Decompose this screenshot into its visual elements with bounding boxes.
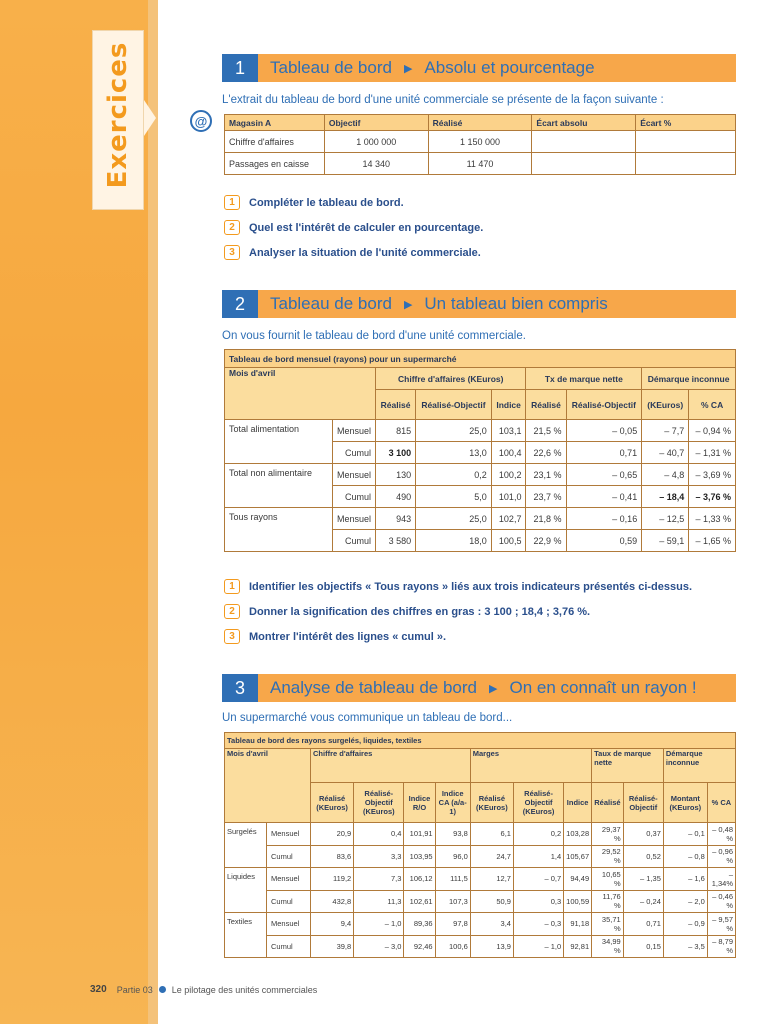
cell: [636, 153, 736, 175]
arrow-icon: ▶: [403, 62, 413, 75]
row-kind: Mensuel: [333, 508, 376, 530]
cell: 1 150 000: [428, 131, 532, 153]
col-header: Mois d'avril: [225, 368, 376, 420]
question-text: Donner la signification des chiffres en gras : 3 100 ; 18,4 ; 3,76 %.: [249, 605, 591, 618]
row-kind: Cumul: [267, 845, 311, 868]
cell: 24,7: [470, 845, 513, 868]
table-title-row: [225, 350, 736, 368]
cell: 1 000 000: [324, 131, 428, 153]
col-subheader: Réalisé-Objectif (KEuros): [513, 783, 563, 823]
cell: 101,0: [491, 486, 526, 508]
col-subheader: % CA: [689, 390, 736, 420]
cell: – 0,9: [663, 913, 707, 936]
cell: Chiffre d'affaires: [225, 131, 325, 153]
cell: 11 470: [428, 153, 532, 175]
cell: 93,8: [435, 823, 470, 846]
section-3-header: [222, 674, 736, 702]
arrow-icon: ▶: [489, 682, 498, 695]
col-header: Magasin A: [225, 115, 325, 131]
col-header: Démarque inconnue: [642, 368, 736, 390]
section-2-intro: On vous fournit le tableau de bord d'une unité commerciale.: [222, 330, 526, 342]
question-number: 2: [224, 220, 240, 235]
cell: 7,3: [354, 868, 404, 891]
table-2: [224, 349, 736, 552]
cell: 102,61: [404, 890, 435, 913]
question-number: 2: [224, 604, 240, 619]
section-subtitle: On en connaît un rayon !: [509, 678, 697, 697]
row-group: Total alimentation: [225, 420, 333, 464]
cell: – 0,24: [623, 890, 663, 913]
cell: – 3,5: [663, 935, 707, 958]
cell: – 0,1: [663, 823, 707, 846]
cell: 0,71: [623, 913, 663, 936]
cell: 12,7: [470, 868, 513, 891]
cell: [532, 131, 636, 153]
cell: 105,67: [564, 845, 592, 868]
cell: 103,95: [404, 845, 435, 868]
question-text: Montrer l'intérêt des lignes « cumul ».: [249, 630, 446, 643]
cell: 39,8: [311, 935, 354, 958]
cell: 1,4: [513, 845, 563, 868]
cell: – 0,46 %: [707, 890, 735, 913]
cell: – 1,33 %: [689, 508, 736, 530]
table-header-row: [225, 368, 736, 390]
cell: – 0,05: [566, 420, 642, 442]
question-text: Analyser la situation de l'unité commerciale.: [249, 246, 481, 259]
col-subheader: Réalisé: [376, 390, 416, 420]
col-subheader: Montant (KEuros): [663, 783, 707, 823]
col-subheader: Réalisé (KEuros): [311, 783, 354, 823]
footer-chapter: Le pilotage des unités commerciales: [171, 984, 318, 995]
cell: – 1,0: [354, 913, 404, 936]
page-footer: [90, 984, 317, 995]
cell: – 2,0: [663, 890, 707, 913]
table-header-row: [225, 749, 736, 783]
cell: 21,5 %: [526, 420, 566, 442]
col-subheader: Indice CA (a/a-1): [435, 783, 470, 823]
side-label: Exercices: [103, 41, 133, 189]
cell: – 1,34%: [707, 868, 735, 891]
side-tab-arrow: [144, 100, 156, 136]
col-header: Marges: [470, 749, 591, 783]
cell: 106,12: [404, 868, 435, 891]
cell: 0,52: [623, 845, 663, 868]
cell: 18,0: [416, 530, 492, 552]
cell: 432,8: [311, 890, 354, 913]
table-row: [225, 508, 736, 530]
row-kind: Mensuel: [267, 823, 311, 846]
section-title: Tableau de bord: [270, 58, 392, 77]
row-kind: Mensuel: [267, 913, 311, 936]
cell: 100,5: [491, 530, 526, 552]
table-header-row: [225, 115, 736, 131]
cell: 130: [376, 464, 416, 486]
cell: 20,9: [311, 823, 354, 846]
cell: 103,28: [564, 823, 592, 846]
row-kind: Mensuel: [333, 464, 376, 486]
cell: 10,65 %: [592, 868, 624, 891]
cell: 103,1: [491, 420, 526, 442]
cell: 96,0: [435, 845, 470, 868]
col-subheader: Indice: [491, 390, 526, 420]
row-kind: Cumul: [267, 890, 311, 913]
cell: 3 580: [376, 530, 416, 552]
cell: 102,7: [491, 508, 526, 530]
cell: 21,8 %: [526, 508, 566, 530]
cell: 0,59: [566, 530, 642, 552]
row-group: Surgelés: [225, 823, 267, 868]
table-row: [225, 935, 736, 958]
cell: 83,6: [311, 845, 354, 868]
col-header: Chiffre d'affaires: [311, 749, 471, 783]
cell: 100,6: [435, 935, 470, 958]
cell: 91,18: [564, 913, 592, 936]
col-header: Chiffre d'affaires (KEuros): [376, 368, 526, 390]
section-2-header: [222, 290, 736, 318]
table-row: [225, 131, 736, 153]
section-number: 2: [222, 290, 258, 318]
col-subheader: (KEuros): [642, 390, 689, 420]
row-group: Textiles: [225, 913, 267, 958]
question-number: 1: [224, 579, 240, 594]
cell: 89,36: [404, 913, 435, 936]
cell: 13,9: [470, 935, 513, 958]
cell: 0,2: [513, 823, 563, 846]
cell: [636, 131, 736, 153]
question: [224, 220, 483, 235]
cell: 14 340: [324, 153, 428, 175]
cell: – 1,65 %: [689, 530, 736, 552]
cell: 23,1 %: [526, 464, 566, 486]
footer-part: Partie 03: [116, 984, 153, 995]
col-subheader: Réalisé-Objectif: [416, 390, 492, 420]
cell: 0,2: [416, 464, 492, 486]
section-title: Analyse de tableau de bord: [270, 678, 477, 697]
cell: 0,3: [513, 890, 563, 913]
cell: – 0,8: [663, 845, 707, 868]
cell: – 1,0: [513, 935, 563, 958]
cell: – 7,7: [642, 420, 689, 442]
col-header: Écart absolu: [532, 115, 636, 131]
col-header: Démarque inconnue: [663, 749, 735, 783]
cell: – 0,65: [566, 464, 642, 486]
cell: 29,37 %: [592, 823, 624, 846]
cell: – 3,0: [354, 935, 404, 958]
col-header: Tx de marque nette: [526, 368, 642, 390]
table-title-row: [225, 733, 736, 749]
cell: 815: [376, 420, 416, 442]
cell: – 0,3: [513, 913, 563, 936]
cell: 943: [376, 508, 416, 530]
row-kind: Cumul: [333, 486, 376, 508]
cell: 490: [376, 486, 416, 508]
cell: – 59,1: [642, 530, 689, 552]
section-number: 3: [222, 674, 258, 702]
table-row: [225, 464, 736, 486]
cell: – 4,8: [642, 464, 689, 486]
cell: – 0,7: [513, 868, 563, 891]
question-number: 3: [224, 245, 240, 260]
cell: – 3,69 %: [689, 464, 736, 486]
question-number: 3: [224, 629, 240, 644]
row-kind: Mensuel: [267, 868, 311, 891]
cell: 119,2: [311, 868, 354, 891]
question-number: 1: [224, 195, 240, 210]
cell: 101,91: [404, 823, 435, 846]
col-subheader: Indice R/O: [404, 783, 435, 823]
section-title: Tableau de bord: [270, 294, 392, 313]
question: [224, 579, 692, 594]
at-icon: @: [190, 110, 212, 132]
table-1: [224, 114, 736, 175]
side-strip-edge: [148, 0, 158, 1024]
cell: 35,71 %: [592, 913, 624, 936]
cell: – 1,31 %: [689, 442, 736, 464]
cell: – 18,4: [642, 486, 689, 508]
section-subtitle: Un tableau bien compris: [424, 294, 608, 313]
row-kind: Mensuel: [333, 420, 376, 442]
table-row: [225, 420, 736, 442]
cell: – 12,5: [642, 508, 689, 530]
cell: 11,76 %: [592, 890, 624, 913]
cell: 25,0: [416, 508, 492, 530]
col-subheader: Réalisé: [526, 390, 566, 420]
table-title: Tableau de bord des rayons surgelés, liquides, textiles: [225, 733, 736, 749]
cell: – 0,94 %: [689, 420, 736, 442]
cell: – 0,16: [566, 508, 642, 530]
table-row: [225, 868, 736, 891]
col-header: Objectif: [324, 115, 428, 131]
cell: 25,0: [416, 420, 492, 442]
cell: [532, 153, 636, 175]
cell: 29,52 %: [592, 845, 624, 868]
section-number: 1: [222, 54, 258, 82]
question: [224, 629, 446, 644]
cell: 3,4: [470, 913, 513, 936]
page-number: 320: [90, 984, 107, 995]
col-header: Mois d'avril: [225, 749, 311, 823]
cell: – 0,96 %: [707, 845, 735, 868]
row-group: Total non alimentaire: [225, 464, 333, 508]
col-header: Réalisé: [428, 115, 532, 131]
col-subheader: Réalisé-Objectif (KEuros): [354, 783, 404, 823]
col-subheader: Réalisé-Objectif: [623, 783, 663, 823]
cell: 0,15: [623, 935, 663, 958]
section-1-header: [222, 54, 736, 82]
section-1-intro: L'extrait du tableau de bord d'une unité commerciale se présente de la façon suivante :: [222, 94, 664, 106]
cell: – 0,48 %: [707, 823, 735, 846]
table-row: [225, 913, 736, 936]
table-row: [225, 890, 736, 913]
cell: 6,1: [470, 823, 513, 846]
col-subheader: Réalisé: [592, 783, 624, 823]
question: [224, 604, 590, 619]
cell: – 3,76 %: [689, 486, 736, 508]
col-header: Taux de marque nette: [592, 749, 664, 783]
cell: 5,0: [416, 486, 492, 508]
question-text: Identifier les objectifs « Tous rayons » liés aux trois indicateurs présentés ci-dessus.: [249, 580, 693, 593]
cell: Passages en caisse: [225, 153, 325, 175]
cell: – 9,57 %: [707, 913, 735, 936]
cell: 100,59: [564, 890, 592, 913]
table-title: Tableau de bord mensuel (rayons) pour un supermarché: [225, 350, 736, 368]
question: [224, 245, 481, 260]
cell: 13,0: [416, 442, 492, 464]
row-kind: Cumul: [333, 442, 376, 464]
cell: 111,5: [435, 868, 470, 891]
col-subheader: % CA: [707, 783, 735, 823]
cell: 22,6 %: [526, 442, 566, 464]
bullet-icon: [159, 986, 166, 993]
col-subheader: Indice: [564, 783, 592, 823]
col-subheader: Réalisé (KEuros): [470, 783, 513, 823]
cell: 94,49: [564, 868, 592, 891]
question: [224, 195, 404, 210]
cell: 9,4: [311, 913, 354, 936]
table-row: [225, 153, 736, 175]
cell: 0,71: [566, 442, 642, 464]
cell: – 0,41: [566, 486, 642, 508]
cell: 34,99 %: [592, 935, 624, 958]
cell: 22,9 %: [526, 530, 566, 552]
col-header: Écart %: [636, 115, 736, 131]
row-kind: Cumul: [267, 935, 311, 958]
row-kind: Cumul: [333, 530, 376, 552]
question-text: Compléter le tableau de bord.: [249, 196, 404, 209]
cell: 107,3: [435, 890, 470, 913]
cell: – 40,7: [642, 442, 689, 464]
cell: 92,46: [404, 935, 435, 958]
cell: 97,8: [435, 913, 470, 936]
cell: 92,81: [564, 935, 592, 958]
table-row: [225, 823, 736, 846]
cell: 0,37: [623, 823, 663, 846]
row-group: Liquides: [225, 868, 267, 913]
section-3-intro: Un supermarché vous communique un tableau de bord...: [222, 712, 513, 724]
cell: 0,4: [354, 823, 404, 846]
cell: 50,9: [470, 890, 513, 913]
table-row: [225, 845, 736, 868]
arrow-icon: ▶: [403, 298, 413, 311]
row-group: Tous rayons: [225, 508, 333, 552]
col-subheader: Réalisé-Objectif: [566, 390, 642, 420]
cell: 23,7 %: [526, 486, 566, 508]
cell: 11,3: [354, 890, 404, 913]
section-subtitle: Absolu et pourcentage: [424, 58, 595, 77]
cell: – 8,79 %: [707, 935, 735, 958]
cell: 3,3: [354, 845, 404, 868]
cell: 100,4: [491, 442, 526, 464]
cell: 3 100: [376, 442, 416, 464]
cell: 100,2: [491, 464, 526, 486]
question-text: Quel est l'intérêt de calculer en pourcentage.: [249, 221, 484, 234]
cell: – 1,6: [663, 868, 707, 891]
cell: – 1,35: [623, 868, 663, 891]
table-3: [224, 732, 736, 958]
